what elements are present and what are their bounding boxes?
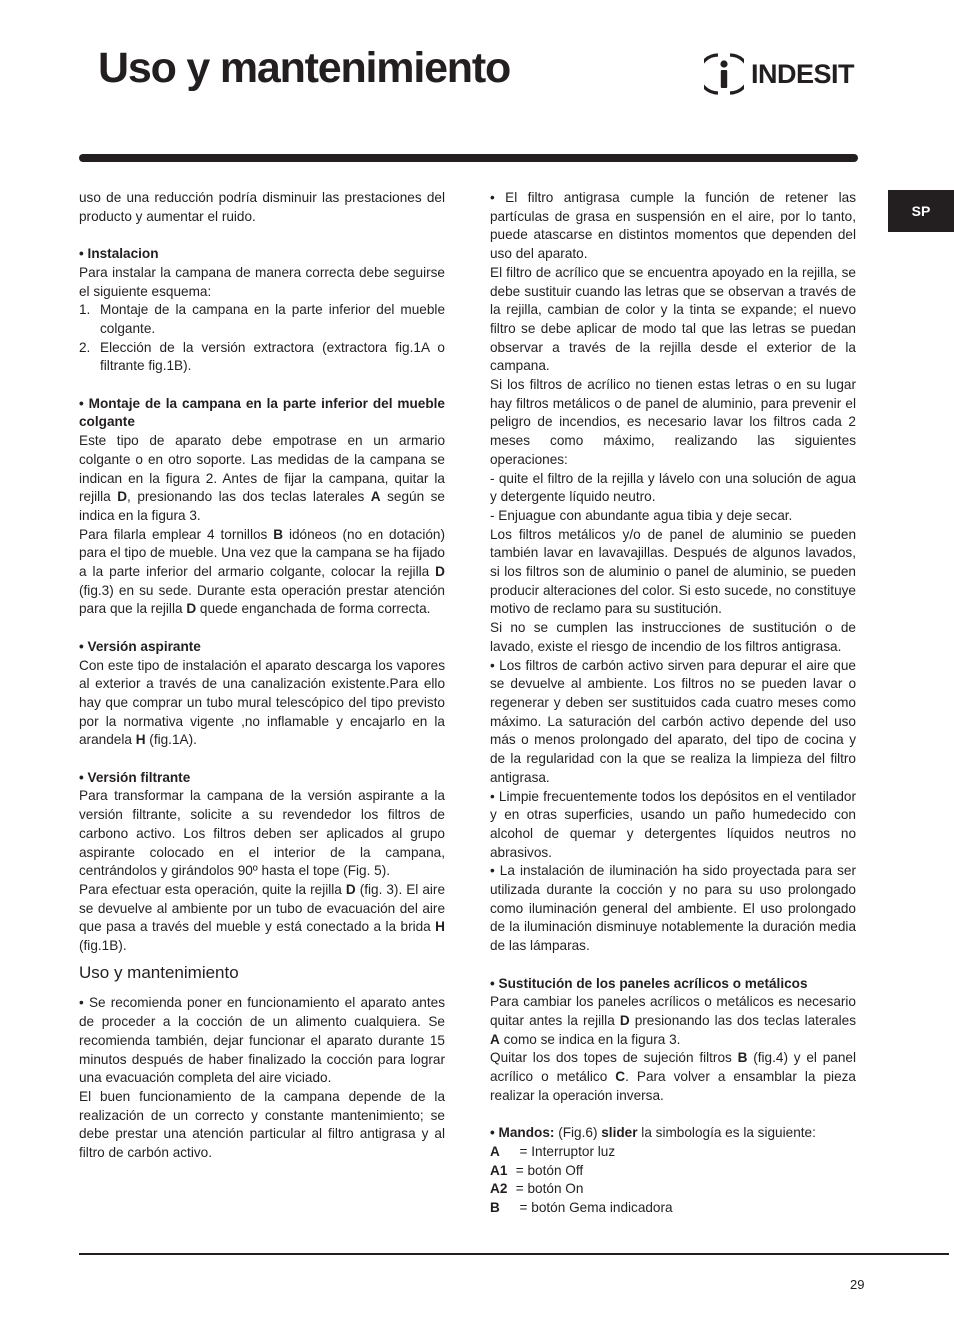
indesit-logo-icon [704,52,744,96]
montaje-heading: • Montaje de la campana en la parte inferior del mueble colgante [79,395,445,430]
aspirante-heading: • Versión aspirante [79,638,201,654]
aspirante-paragraph: Con este tipo de instalación el aparato descarga los vapores al exterior a través de una canalización existente.Para ello hay que comprar un tubo mural telescópico del tipo previsto por la normativa vigente ,no inflamable y encajarlo en la arandela H (fig.1A). [79,657,445,748]
sustitucion-paragraph-1: Para cambiar los paneles acrílicos o metálicos es necesario quitar antes la rejilla D presionando las dos teclas laterales A como se indica en la figura 3. [490,994,856,1047]
list-item: 2. Elección de la versión extractora (extractora fig.1A o filtrante fig.1B). [79,339,445,374]
instalacion-steps [79,301,445,376]
riesgo-paragraph: Si no se cumplen las instrucciones de sustitución o de lavado, existe el riesgo de incendio de los filtros antigrasa. [490,620,856,654]
lavado-step-2: - Enjuague con abundante agua tibia y deje secar. [490,507,793,523]
filtro-antigrasa-paragraph: • El filtro antigrasa cumple la función de retener las partículas de grasa en suspensión en el aire, por lo tanto, puede atascarse en distintos momentos que dependen del uso del aparato. [490,190,856,262]
brand-name: INDESIT [751,58,855,89]
iluminacion-paragraph: • La instalación de iluminación ha sido proyectada para ser utilizada durante la cocción y no para su uso prolongado como iluminación general del ambiente. El uso prolongado de la iluminación disminuye notablemente la duración media de las lámparas. [490,863,856,954]
right-column [490,189,856,1218]
filtrante-heading: • Versión filtrante [79,769,191,785]
sustitucion-heading: • Sustitución de los paneles acrílicos o metálicos [490,975,808,991]
list-item: 1. Montaje de la campana en la parte inferior del mueble colgante. [79,302,445,336]
instalacion-text: Para instalar la campana de manera correcta debe seguirse el siguiente esquema: [79,264,445,299]
lavado-step-1: - quite el filtro de la rejilla y lávelo con una solución de agua y detergente líquido neutro. [490,470,856,505]
list-item: A = Interruptor luz [490,1143,616,1159]
list-item: A1 = botón Off [490,1162,584,1178]
language-tab: SP [888,190,954,232]
lavavajillas-paragraph: Los filtros metálicos y/o de panel de aluminio se pueden también lavar en lavavajillas. Después de algunos lavados, si los filtros son de aluminio o panel de aluminio, se pueden producir alteraciones del color. Si esto sucede, no constituye motivo de reclamo para su sustitución. [490,526,856,617]
intro-paragraph: uso de una reducción podría disminuir las prestaciones del producto y aumentar el ruido. [79,190,445,224]
instalacion-heading: • Instalacion [79,246,159,262]
footer-rule [79,1253,949,1255]
uso-paragraph-1: • Se recomienda poner en funcionamiento el aparato antes de proceder a la cocción de un alimento cualquiera. Se recomienda también, dejar funcionar el aparato durante 15 minutos después de haber finalizado la cocción para lograr una evacuación completa del aire viciado. [79,995,445,1086]
page-number: 29 [850,1277,865,1292]
montaje-paragraph-1: Este tipo de aparato debe empotrase en un armario colgante o en otro soporte. Las medidas de la campana se indican en la figura 2. Antes de fijar la campana, quitar la rejilla D, presionando las dos teclas laterales A según se indica en la figura 3. [79,433,445,523]
montaje-paragraph-2: Para filarla emplear 4 tornillos B idóneos (no en dotación) para el tipo de mueble. Una vez que la campana se ha fijado a la parte inferior del armario colgante, colocar la rejilla D (fig.3) en su sede. Durante esta operación prestar atención para que la rejilla D quede enganchada de forma correcta. [79,526,445,617]
left-column [79,189,445,1163]
uso-paragraph-2: El buen funcionamiento de la campana depende de la realización de un correcto y constante mantenimiento; se debe prestar una atención particular al filtro antigrasa y al filtro de carbón activo. [79,1088,445,1161]
header-rule [79,154,858,162]
uso-subheading: Uso y mantenimiento [79,962,239,982]
limpieza-paragraph: • Limpie frecuentemente todos los depósitos en el ventilador y en otras superficies, usando un paño humedecido con alcohol de quemar y detergentes líquidos neutros no abrasivos. [490,788,856,860]
brand-logo [704,52,854,96]
mandos-paragraph: • Mandos: (Fig.6) slider la simbología es la siguiente: [490,1125,816,1141]
filtrante-paragraph-2: Para efectuar esta operación, quite la rejilla D (fig. 3). El aire se devuelve al ambiente por un tubo de evacuación del aire que pasa a través del mueble y está conectado a la brida H (fig.1B). [79,881,445,954]
sustitucion-paragraph-2: Quitar los dos topes de sujeción filtros B (fig.4) y el panel acrílico o metálico C. Para volver a ensamblar la pieza realizar la operación inversa. [490,1050,856,1103]
carbon-activo-paragraph: • Los filtros de carbón activo sirven para depurar el aire que se devuelve al ambiente. Los filtros no se pueden lavar o regenerar y deben ser sustituidos cada cuatro meses como máximo. La saturación del carbón activo depende del uso más o menos prolongado del aparato, del tipo de cocina y de la regularidad con la que se realiza la limpieza del filtro antigrasa. [490,657,856,785]
list-item: A2 = botón On [490,1181,584,1197]
page-title: Uso y mantenimiento [98,44,511,92]
filtro-acrilico-paragraph: El filtro de acrílico que se encuentra apoyado en la rejilla, se debe sustituir cuando las letras que se observan a través de la rejilla, cambian de color y la tinta se expande; el nuevo filtro se debe aplicar de modo tal que las letras se puedan observar a través de la rejilla desde el exterior de la campana. [490,264,856,374]
filtros-metalicos-paragraph: Si los filtros de acrílico no tienen estas letras o en su lugar hay filtros metálicos o de panel de aluminio, para prevenir el peligro de incendios, es necesario lavar los filtros cada 2 meses como máximo, realizando las siguientes operaciones: [490,377,856,467]
filtrante-paragraph-1: Para transformar la campana de la versión aspirante a la versión filtrante, solicite a su revendedor los filtros de carbono activo. Los filtros deben ser aplicados al grupo aspirante colocado en el interior de la campana, centrándolos y girándolos 90º hasta el tope (Fig. 5). [79,788,445,879]
list-item: B = botón Gema indicadora [490,1199,673,1215]
